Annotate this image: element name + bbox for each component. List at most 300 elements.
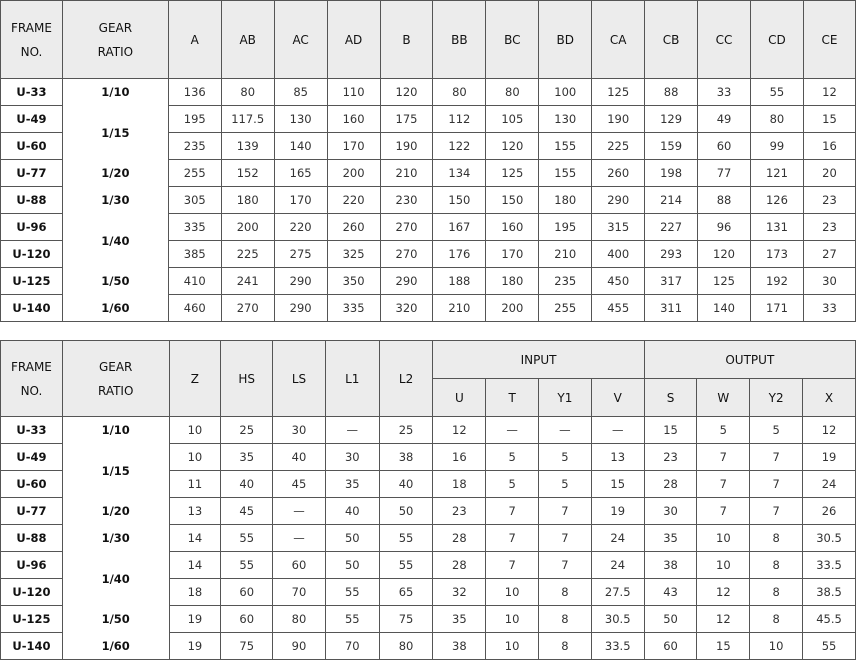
output-group-header: OUTPUT — [644, 341, 855, 379]
value-cell: 30 — [273, 417, 326, 444]
value-cell: 7 — [750, 498, 803, 525]
value-cell: 130 — [539, 106, 592, 133]
value-cell: 30 — [803, 268, 855, 295]
value-cell: 7 — [697, 498, 750, 525]
value-cell: 170 — [274, 187, 327, 214]
gear-ratio-cell: 1/40 — [62, 214, 168, 268]
value-cell: 7 — [486, 525, 539, 552]
frame-no-cell: U-120 — [1, 579, 63, 606]
value-cell: 170 — [327, 133, 380, 160]
value-cell: 40 — [273, 444, 326, 471]
value-cell: 455 — [592, 295, 645, 322]
col-header-y2: Y2 — [750, 379, 803, 417]
value-cell: 80 — [433, 79, 486, 106]
col-header-ab: AB — [221, 1, 274, 79]
value-cell: 155 — [539, 133, 592, 160]
value-cell: 13 — [169, 498, 221, 525]
value-cell: 80 — [273, 606, 326, 633]
value-cell: 28 — [644, 471, 697, 498]
value-cell: 5 — [539, 444, 592, 471]
frame-no-cell: U-60 — [1, 133, 63, 160]
frame-no-header: FRAME NO. — [1, 341, 63, 417]
value-cell: 12 — [697, 579, 750, 606]
gear-ratio-header: GEAR RATIO — [62, 341, 169, 417]
value-cell: 180 — [486, 268, 539, 295]
value-cell: 260 — [327, 214, 380, 241]
value-cell: 125 — [698, 268, 751, 295]
value-cell: 335 — [168, 214, 221, 241]
frame-no-cell: U-49 — [1, 106, 63, 133]
value-cell: 171 — [750, 295, 803, 322]
value-cell: — — [591, 417, 644, 444]
value-cell: 270 — [380, 241, 433, 268]
value-cell: 12 — [433, 417, 486, 444]
value-cell: 19 — [803, 444, 856, 471]
col-header-cc: CC — [698, 1, 751, 79]
value-cell: 10 — [486, 606, 539, 633]
value-cell: 159 — [645, 133, 698, 160]
value-cell: 70 — [325, 633, 379, 660]
gear-ratio-cell: 1/15 — [62, 106, 168, 160]
col-header-s: S — [644, 379, 697, 417]
col-header-ca: CA — [592, 1, 645, 79]
value-cell: 152 — [221, 160, 274, 187]
table-row — [1, 525, 856, 552]
value-cell: 305 — [168, 187, 221, 214]
value-cell: 200 — [221, 214, 274, 241]
value-cell: 225 — [592, 133, 645, 160]
value-cell: 55 — [221, 525, 273, 552]
frame-no-cell: U-140 — [1, 295, 63, 322]
value-cell: 35 — [325, 471, 379, 498]
value-cell: 180 — [221, 187, 274, 214]
value-cell: 18 — [169, 579, 221, 606]
value-cell: 50 — [325, 525, 379, 552]
value-cell: 270 — [221, 295, 274, 322]
value-cell: 7 — [750, 444, 803, 471]
value-cell: 150 — [486, 187, 539, 214]
gear-ratio-cell: 1/50 — [62, 606, 169, 633]
value-cell: 165 — [274, 160, 327, 187]
table-row — [1, 606, 856, 633]
value-cell: 7 — [697, 444, 750, 471]
value-cell: 60 — [221, 579, 273, 606]
value-cell: 255 — [539, 295, 592, 322]
value-cell: 15 — [644, 417, 697, 444]
table-row — [1, 444, 856, 471]
value-cell: 5 — [750, 417, 803, 444]
value-cell: 40 — [379, 471, 433, 498]
value-cell: 40 — [221, 471, 273, 498]
value-cell: 26 — [803, 498, 856, 525]
table-row — [1, 106, 856, 133]
value-cell: 170 — [486, 241, 539, 268]
value-cell: 30.5 — [591, 606, 644, 633]
value-cell: 410 — [168, 268, 221, 295]
value-cell: 160 — [486, 214, 539, 241]
col-header-t: T — [486, 379, 539, 417]
value-cell: 8 — [750, 552, 803, 579]
value-cell: 195 — [168, 106, 221, 133]
value-cell: 7 — [486, 498, 539, 525]
value-cell: 121 — [750, 160, 803, 187]
value-cell: 35 — [644, 525, 697, 552]
value-cell: 28 — [433, 525, 486, 552]
frame-no-cell: U-77 — [1, 160, 63, 187]
value-cell: 175 — [380, 106, 433, 133]
frame-no-cell: U-88 — [1, 525, 63, 552]
value-cell: 88 — [698, 187, 751, 214]
value-cell: 38 — [379, 444, 433, 471]
value-cell: 190 — [592, 106, 645, 133]
gear-ratio-cell: 1/10 — [62, 79, 168, 106]
value-cell: 28 — [433, 552, 486, 579]
value-cell: 200 — [486, 295, 539, 322]
value-cell: 7 — [539, 498, 592, 525]
col-header-a: A — [168, 1, 221, 79]
value-cell: 10 — [169, 444, 221, 471]
frame-no-cell: U-88 — [1, 187, 63, 214]
value-cell: 140 — [698, 295, 751, 322]
value-cell: 120 — [698, 241, 751, 268]
value-cell: 11 — [169, 471, 221, 498]
gear-ratio-cell: 1/50 — [62, 268, 168, 295]
value-cell: 200 — [327, 160, 380, 187]
gear-ratio-cell: 1/10 — [62, 417, 169, 444]
value-cell: 125 — [592, 79, 645, 106]
value-cell: 12 — [803, 417, 856, 444]
table-row — [1, 160, 856, 187]
value-cell: 290 — [274, 295, 327, 322]
value-cell: 24 — [803, 471, 856, 498]
value-cell: 214 — [645, 187, 698, 214]
frame-no-cell: U-60 — [1, 471, 63, 498]
value-cell: 60 — [273, 552, 326, 579]
value-cell: 16 — [803, 133, 855, 160]
value-cell: 85 — [274, 79, 327, 106]
value-cell: 50 — [325, 552, 379, 579]
col-header-l2: L2 — [379, 341, 433, 417]
table-row — [1, 295, 856, 322]
table2-body — [1, 417, 856, 660]
value-cell: 33.5 — [803, 552, 856, 579]
value-cell: 210 — [433, 295, 486, 322]
value-cell: 24 — [591, 525, 644, 552]
value-cell: 139 — [221, 133, 274, 160]
dimension-table-1 — [0, 0, 856, 322]
value-cell: 77 — [698, 160, 751, 187]
gear-ratio-cell: 1/15 — [62, 444, 169, 498]
value-cell: 180 — [539, 187, 592, 214]
table2-header-row-1 — [1, 341, 856, 379]
value-cell: 198 — [645, 160, 698, 187]
frame-no-cell: U-96 — [1, 552, 63, 579]
col-header-y1: Y1 — [539, 379, 592, 417]
value-cell: 227 — [645, 214, 698, 241]
value-cell: 8 — [750, 606, 803, 633]
value-cell: 112 — [433, 106, 486, 133]
value-cell: 150 — [433, 187, 486, 214]
value-cell: 10 — [697, 525, 750, 552]
value-cell: 50 — [644, 606, 697, 633]
frame-no-cell: U-96 — [1, 214, 63, 241]
value-cell: 155 — [539, 160, 592, 187]
value-cell: 10 — [697, 552, 750, 579]
value-cell: 88 — [645, 79, 698, 106]
value-cell: 225 — [221, 241, 274, 268]
value-cell: 400 — [592, 241, 645, 268]
value-cell: 38.5 — [803, 579, 856, 606]
value-cell: 33.5 — [591, 633, 644, 660]
value-cell: 8 — [750, 579, 803, 606]
value-cell: 270 — [380, 214, 433, 241]
value-cell: 176 — [433, 241, 486, 268]
value-cell: 255 — [168, 160, 221, 187]
value-cell: 160 — [327, 106, 380, 133]
value-cell: 30 — [325, 444, 379, 471]
value-cell: 33 — [698, 79, 751, 106]
value-cell: 30 — [644, 498, 697, 525]
value-cell: 10 — [750, 633, 803, 660]
dimension-table-2 — [0, 340, 856, 660]
frame-no-cell: U-125 — [1, 606, 63, 633]
value-cell: 315 — [592, 214, 645, 241]
value-cell: 290 — [592, 187, 645, 214]
col-header-ce: CE — [803, 1, 855, 79]
value-cell: 75 — [221, 633, 273, 660]
value-cell: 60 — [644, 633, 697, 660]
value-cell: 20 — [803, 160, 855, 187]
value-cell: 235 — [539, 268, 592, 295]
value-cell: 167 — [433, 214, 486, 241]
value-cell: 16 — [433, 444, 486, 471]
value-cell: — — [273, 498, 326, 525]
frame-no-cell: U-49 — [1, 444, 63, 471]
value-cell: — — [325, 417, 379, 444]
value-cell: 8 — [539, 606, 592, 633]
value-cell: — — [486, 417, 539, 444]
value-cell: 5 — [486, 471, 539, 498]
table-row — [1, 214, 856, 241]
value-cell: 317 — [645, 268, 698, 295]
value-cell: 80 — [221, 79, 274, 106]
value-cell: 220 — [274, 214, 327, 241]
value-cell: 241 — [221, 268, 274, 295]
value-cell: 27.5 — [591, 579, 644, 606]
value-cell: 23 — [433, 498, 486, 525]
frame-no-cell: U-77 — [1, 498, 63, 525]
value-cell: 131 — [750, 214, 803, 241]
value-cell: 12 — [803, 79, 855, 106]
value-cell: 25 — [221, 417, 273, 444]
value-cell: 7 — [539, 552, 592, 579]
gear-ratio-cell: 1/60 — [62, 295, 168, 322]
value-cell: 90 — [273, 633, 326, 660]
table-row — [1, 268, 856, 295]
col-header-u: U — [433, 379, 486, 417]
col-header-v: V — [591, 379, 644, 417]
col-header-z: Z — [169, 341, 221, 417]
col-header-x: X — [803, 379, 856, 417]
value-cell: 23 — [803, 214, 855, 241]
value-cell: 38 — [644, 552, 697, 579]
table-row — [1, 187, 856, 214]
value-cell: 49 — [698, 106, 751, 133]
value-cell: 8 — [539, 633, 592, 660]
value-cell: 210 — [380, 160, 433, 187]
value-cell: 55 — [221, 552, 273, 579]
value-cell: 55 — [325, 579, 379, 606]
value-cell: 15 — [591, 471, 644, 498]
value-cell: 55 — [379, 525, 433, 552]
value-cell: 5 — [539, 471, 592, 498]
col-header-b: B — [380, 1, 433, 79]
col-header-cb: CB — [645, 1, 698, 79]
value-cell: 32 — [433, 579, 486, 606]
value-cell: 60 — [221, 606, 273, 633]
value-cell: 50 — [379, 498, 433, 525]
value-cell: 35 — [221, 444, 273, 471]
value-cell: 55 — [803, 633, 856, 660]
gear-ratio-header: GEAR RATIO — [62, 1, 168, 79]
value-cell: 450 — [592, 268, 645, 295]
value-cell: 33 — [803, 295, 855, 322]
value-cell: 5 — [486, 444, 539, 471]
value-cell: 293 — [645, 241, 698, 268]
value-cell: 188 — [433, 268, 486, 295]
value-cell: 55 — [750, 79, 803, 106]
value-cell: 45 — [221, 498, 273, 525]
value-cell: 335 — [327, 295, 380, 322]
value-cell: 24 — [591, 552, 644, 579]
value-cell: 320 — [380, 295, 433, 322]
gear-ratio-cell: 1/30 — [62, 525, 169, 552]
value-cell: 45.5 — [803, 606, 856, 633]
gear-ratio-cell: 1/60 — [62, 633, 169, 660]
value-cell: 190 — [380, 133, 433, 160]
value-cell: 80 — [379, 633, 433, 660]
value-cell: 13 — [591, 444, 644, 471]
value-cell: 120 — [486, 133, 539, 160]
value-cell: 10 — [486, 579, 539, 606]
value-cell: 19 — [591, 498, 644, 525]
value-cell: 235 — [168, 133, 221, 160]
frame-no-header: FRAME NO. — [1, 1, 63, 79]
value-cell: 80 — [486, 79, 539, 106]
value-cell: 311 — [645, 295, 698, 322]
value-cell: 173 — [750, 241, 803, 268]
value-cell: 45 — [273, 471, 326, 498]
frame-no-cell: U-33 — [1, 79, 63, 106]
col-header-ad: AD — [327, 1, 380, 79]
value-cell: 23 — [803, 187, 855, 214]
value-cell: 125 — [486, 160, 539, 187]
value-cell: 55 — [325, 606, 379, 633]
frame-no-cell: U-140 — [1, 633, 63, 660]
value-cell: 126 — [750, 187, 803, 214]
value-cell: 290 — [380, 268, 433, 295]
value-cell: 60 — [698, 133, 751, 160]
value-cell: 55 — [379, 552, 433, 579]
value-cell: 136 — [168, 79, 221, 106]
value-cell: 19 — [169, 633, 221, 660]
value-cell: 129 — [645, 106, 698, 133]
value-cell: 23 — [644, 444, 697, 471]
value-cell: 140 — [274, 133, 327, 160]
value-cell: — — [273, 525, 326, 552]
value-cell: 12 — [697, 606, 750, 633]
col-header-ls: LS — [273, 341, 326, 417]
value-cell: 10 — [486, 633, 539, 660]
value-cell: 134 — [433, 160, 486, 187]
value-cell: 105 — [486, 106, 539, 133]
value-cell: 18 — [433, 471, 486, 498]
value-cell: 7 — [486, 552, 539, 579]
value-cell: 14 — [169, 525, 221, 552]
value-cell: 99 — [750, 133, 803, 160]
value-cell: 290 — [274, 268, 327, 295]
table-row — [1, 633, 856, 660]
table1-body — [1, 79, 856, 322]
value-cell: 230 — [380, 187, 433, 214]
value-cell: 275 — [274, 241, 327, 268]
col-header-l1: L1 — [325, 341, 379, 417]
value-cell: 120 — [380, 79, 433, 106]
frame-no-cell: U-125 — [1, 268, 63, 295]
value-cell: 25 — [379, 417, 433, 444]
value-cell: 43 — [644, 579, 697, 606]
col-header-ac: AC — [274, 1, 327, 79]
col-header-bd: BD — [539, 1, 592, 79]
value-cell: 210 — [539, 241, 592, 268]
value-cell: 5 — [697, 417, 750, 444]
value-cell: 117.5 — [221, 106, 274, 133]
frame-no-cell: U-33 — [1, 417, 63, 444]
table-row — [1, 498, 856, 525]
value-cell: 27 — [803, 241, 855, 268]
value-cell: 75 — [379, 606, 433, 633]
value-cell: 7 — [750, 471, 803, 498]
value-cell: 15 — [697, 633, 750, 660]
value-cell: 15 — [803, 106, 855, 133]
value-cell: 7 — [539, 525, 592, 552]
value-cell: 325 — [327, 241, 380, 268]
value-cell: 10 — [169, 417, 221, 444]
col-header-bb: BB — [433, 1, 486, 79]
gear-ratio-cell: 1/20 — [62, 160, 168, 187]
value-cell: 220 — [327, 187, 380, 214]
value-cell: 460 — [168, 295, 221, 322]
value-cell: 19 — [169, 606, 221, 633]
value-cell: 35 — [433, 606, 486, 633]
gear-ratio-cell: 1/40 — [62, 552, 169, 606]
gear-ratio-cell: 1/30 — [62, 187, 168, 214]
value-cell: 70 — [273, 579, 326, 606]
value-cell: 195 — [539, 214, 592, 241]
value-cell: 7 — [697, 471, 750, 498]
value-cell: 80 — [750, 106, 803, 133]
value-cell: 385 — [168, 241, 221, 268]
value-cell: 96 — [698, 214, 751, 241]
value-cell: 122 — [433, 133, 486, 160]
value-cell: 260 — [592, 160, 645, 187]
value-cell: 38 — [433, 633, 486, 660]
value-cell: 8 — [539, 579, 592, 606]
col-header-w: W — [697, 379, 750, 417]
col-header-hs: HS — [221, 341, 273, 417]
table-row — [1, 417, 856, 444]
value-cell: 130 — [274, 106, 327, 133]
